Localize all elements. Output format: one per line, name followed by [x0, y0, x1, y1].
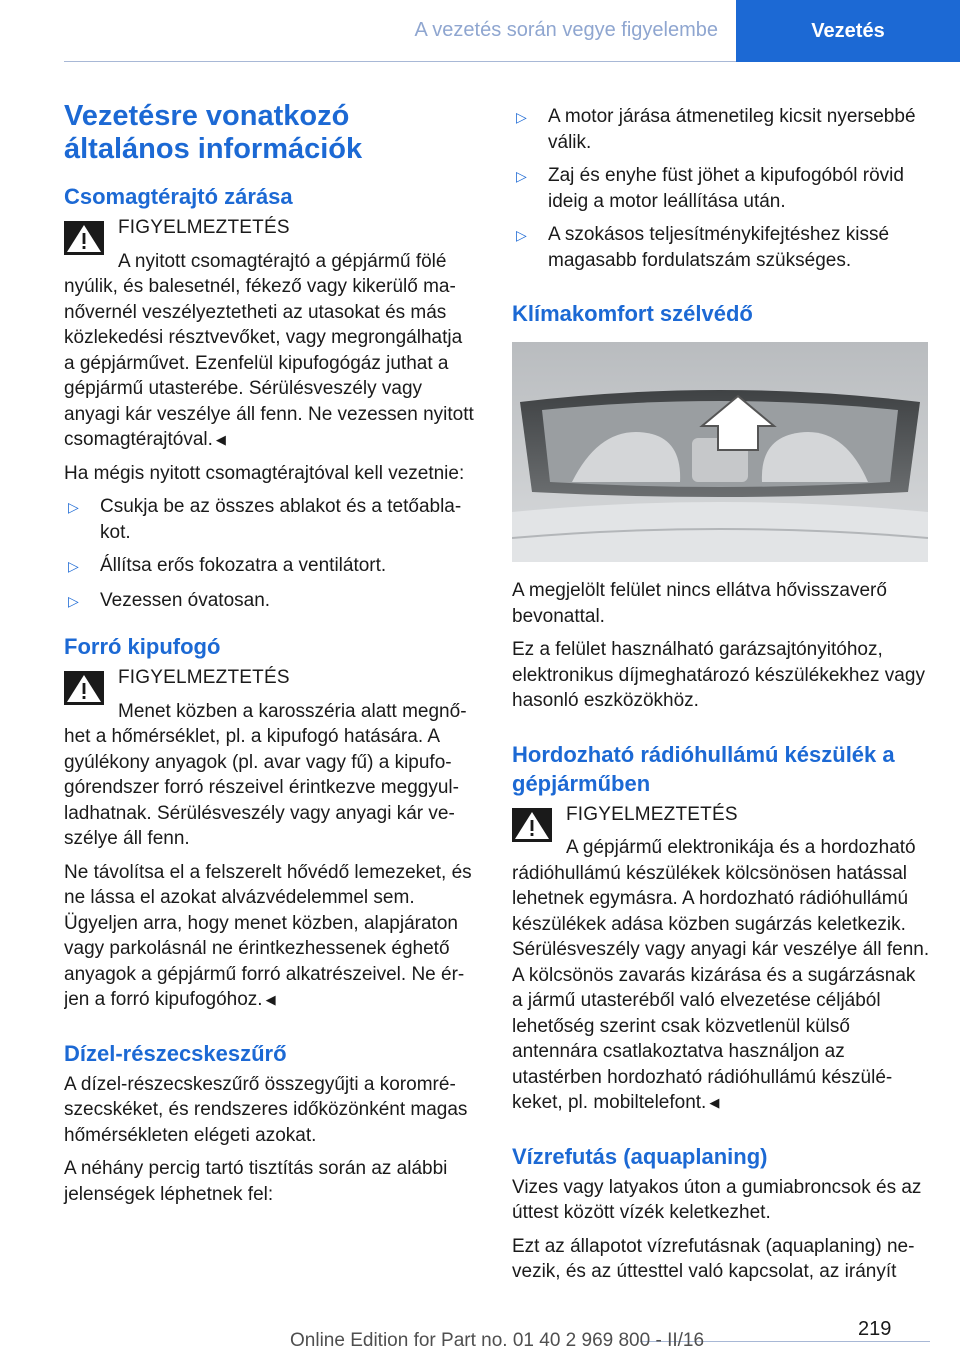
warning-text: A gépjármű elektronikája és a hordozható rádióhullámú készülékek kölcsönösen hatással lehetnek egymásra. A hordozható rádióhullámú készülékek adása közben sugárzás keletkezik. Sérülésveszély vagy anyagi kár veszélye áll fenn. A kölcsönös zavarás kizárása és a sugárzásnak a jármű utasteréből való elvezetése céljából lehetőség szerint csak közvetlenül külső antennára csatlakoztatva használjon az utastérben hordozható rádióhullámú készülékeket, pl. mobiltelefont. ◀: [512, 835, 930, 1116]
warning-label: FIGYELMEZTETÉS: [566, 803, 738, 825]
triangle-right-icon: ▷: [68, 592, 79, 609]
tailgate-steps-list: [64, 494, 476, 614]
triangle-right-icon: ▷: [516, 168, 527, 184]
list-item: ▷ Állítsa erős fokozatra a ventilátort.: [64, 553, 476, 580]
left-column: [64, 100, 476, 1207]
warning-triangle-icon: [64, 221, 104, 255]
warning-box-radio: [512, 802, 930, 1116]
warning-text: Menet közben a karosszéria alatt megnőhet a hőmérséklet, pl. a kipufogó hatására. A gyúlékony anyagok (pl. avar vagy fű) a kipufogórendszer forró részeivel érintkezve meggyulladhatnak. Sérülésveszély vagy anyagi kár veszélye áll fenn.: [64, 700, 467, 849]
section-heading-aquaplaning: Vízrefutás (aquaplaning): [512, 1143, 768, 1169]
page-title: Vezetésre vonatkozó általános információk: [64, 100, 363, 165]
footer-edition: Online Edition for Part no. 01 40 2 969 800 - II/16: [290, 1330, 705, 1351]
paragraph-diesel-2: A néhány percig tartó tisztítás során az alábbi jelenségek léphetnek fel:: [64, 1158, 448, 1205]
paragraph-tailgate-intro: Ha mégis nyitott csomagtérajtóval kell vezetnie:: [64, 462, 465, 484]
paragraph-aquaplaning-1: Vizes vagy latyakos úton a gumiabroncsok és az úttest között vízék keletkezhet.: [512, 1176, 922, 1223]
warning-box-tailgate: [64, 215, 476, 453]
triangle-right-icon: ▷: [516, 109, 527, 125]
section-heading-tailgate: Csomagtérajtó zárása: [64, 184, 293, 209]
windshield-illustration: [512, 342, 928, 562]
section-heading-radio: Hordozható rádióhullámú készülék a gépjárműben: [512, 741, 895, 796]
section-heading-windshield: Klímakomfort szélvédő: [512, 301, 753, 326]
warning-text: A nyitott csomagtérajtó a gépjármű fölé nyúlik, és balesetnél, fékező vagy kikerülő manővernél veszélyeztetheti az utasokat és más közlekedési résztvevőket, vagy megrongálhatja a gépjárművet. Ezenfelül kipufogógáz juthat a gépjármű utasterébe. Sérülésveszély vagy anyagi kár veszélye áll fenn. Ne vezessen nyitott csomagtérajtóval. ◀: [64, 249, 476, 453]
page-number: 219: [858, 1318, 892, 1340]
header-chapter-title: Vezetés: [811, 19, 885, 42]
list-item: ▷ A szokásos teljesítménykifejtéshez kissé magasabb fordulatszám szükséges.: [512, 222, 930, 273]
paragraph-windshield-2: Ez a felület használható garázsajtónyitóhoz, elektronikus díjmeghatározó készülékekhez vagy hasonló eszközökhöz.: [512, 639, 925, 711]
warning-label: FIGYELMEZTETÉS: [118, 217, 290, 238]
list-item: ▷ Csukja be az összes ablakot és a tetőablakot.: [64, 494, 476, 545]
header-section: [64, 0, 736, 62]
rear-window-image: [512, 342, 928, 562]
warning-triangle-icon: [512, 808, 552, 842]
end-mark-icon: ◀: [265, 992, 276, 1007]
warning-triangle-icon: [64, 671, 104, 705]
triangle-right-icon: ▷: [68, 499, 79, 515]
header-chapter-tab: [736, 0, 960, 62]
end-mark-icon: ◀: [709, 1095, 720, 1110]
end-mark-icon: ◀: [215, 432, 226, 447]
paragraph-windshield-1: A megjelölt felület nincs ellátva hővisszaverő bevonattal.: [512, 580, 887, 627]
triangle-right-icon: ▷: [68, 558, 79, 574]
list-item: ▷ A motor járása átmenetileg kicsit nyersebbé válik.: [512, 104, 930, 155]
paragraph-aquaplaning-2: Ezt az állapotot vízrefutásnak (aquaplaning) nevezik, és az úttesttel való kapcsolat, az irányít: [512, 1235, 915, 1282]
page-header: [64, 0, 960, 62]
triangle-right-icon: ▷: [516, 227, 527, 243]
paragraph-diesel-1: A dízel-részecskeszűrő összegyűjti a koromrészecskéket, és rendszeres időközönként magas hőmérsékleten elégeti azokat.: [64, 1073, 468, 1146]
list-item: ▷ Zaj és enyhe füst jöhet a kipufogóból rövid ideig a motor leállítása után.: [512, 163, 930, 214]
list-item: ▷ Vezessen óvatosan.: [64, 588, 476, 615]
section-heading-exhaust: Forró kipufogó: [64, 634, 221, 659]
section-heading-diesel: Dízel-részecskeszűrő: [64, 1040, 287, 1066]
warning-label: FIGYELMEZTETÉS: [118, 667, 290, 688]
warning-text-continued: Ne távolítsa el a felszerelt hővédő lemezeket, és ne lássa el azokat alvázvédelemmel sem. Ügyeljen arra, hogy menet közben, alapjáraton vagy parkolásnál ne érintkezhessenek éghető anyagok a gépjármű forró alkatrészeivel. Ne érjen a forró kipufogóhoz. ◀: [64, 860, 476, 1013]
warning-box-exhaust: [64, 665, 476, 1013]
diesel-effects-list: [512, 104, 930, 273]
right-column: [512, 100, 930, 1285]
header-section-title: A vezetés során vegye figyelembe: [414, 19, 718, 41]
